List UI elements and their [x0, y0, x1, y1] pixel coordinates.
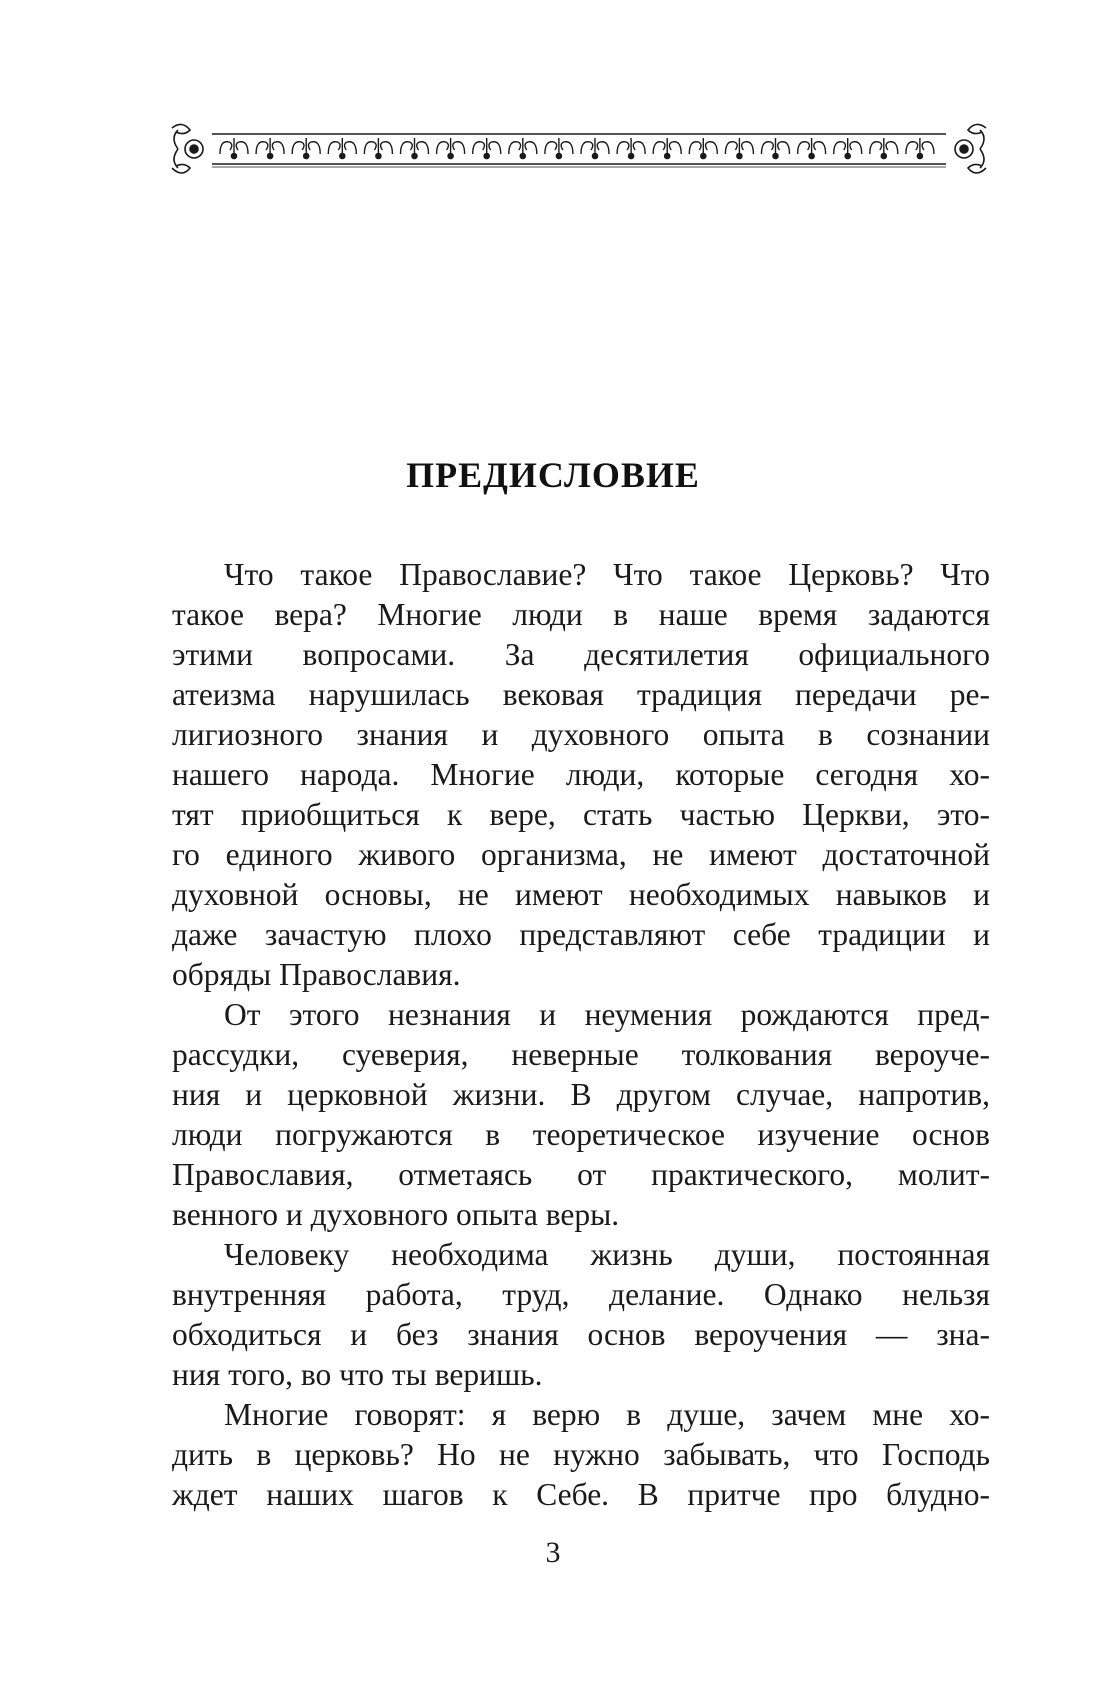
ornament-dot-icon — [737, 153, 742, 158]
text-line: рассудки, суеверия, неверные толкования вероуче- — [172, 1037, 990, 1072]
paragraph — [172, 555, 990, 995]
text-line: венного и духовного опыта веры. — [172, 1197, 620, 1232]
ornament-dot-icon — [231, 153, 236, 158]
text-line: обряды Православия. — [172, 957, 461, 992]
ornament-dot-icon — [556, 153, 561, 158]
text-line: лигиозного знания и духовного опыта в сознании — [172, 717, 990, 752]
paragraph — [172, 1235, 990, 1395]
text-line: ния того, во что ты веришь. — [172, 1357, 543, 1392]
text-line: Человеку необходима жизнь души, постоянная — [224, 1237, 990, 1272]
ornament-dot-icon — [917, 153, 922, 158]
text-line: этими вопросами. За десятилетия официального — [172, 637, 990, 672]
text-line: го единого живого организма, не имеют достаточной — [172, 837, 990, 872]
ornament-dot-icon — [484, 153, 489, 158]
ornament-dot-icon — [881, 153, 886, 158]
ornament-dot-icon — [665, 153, 670, 158]
ornament-dot-icon — [376, 153, 381, 158]
text-line: нашего народа. Многие люди, которые сегодня хо- — [172, 757, 990, 792]
ornament-dot-icon — [629, 153, 634, 158]
page-number: 3 — [545, 1536, 561, 1569]
ornament-dot-icon — [340, 153, 345, 158]
text-line: ждет наших шагов к Себе. В притче про блудно- — [172, 1477, 990, 1512]
text-line: внутренняя работа, труд, делание. Однако нельзя — [172, 1277, 990, 1312]
ornament-dot-icon — [304, 153, 309, 158]
paragraph — [172, 995, 990, 1235]
text-line: Многие говорят: я верю в душе, зачем мне хо- — [224, 1397, 990, 1432]
ornament-dot-icon — [592, 153, 597, 158]
ornament-dot-icon — [412, 153, 417, 158]
text-line: даже зачастую плохо представляют себе традиции и — [172, 917, 990, 952]
text-line: Православия, отметаясь от практического, молит- — [172, 1157, 990, 1192]
paragraph — [172, 1395, 990, 1515]
text-line: такое вера? Многие люди в наше время задаются — [172, 597, 990, 632]
text-line: обходиться и без знания основ вероучения — зна- — [172, 1317, 990, 1352]
text-line: тят приобщиться к вере, стать частью Церкви, это- — [172, 797, 990, 832]
ornament-dot-icon — [773, 153, 778, 158]
page-title: ПРЕДИСЛОВИЕ — [406, 455, 700, 495]
text-line: люди погружаются в теоретическое изучение основ — [172, 1117, 990, 1152]
ornament-dot-icon — [845, 153, 850, 158]
decorative-header-ornament-icon — [168, 118, 990, 180]
ornament-dot-icon — [520, 153, 525, 158]
ornament-dot-icon — [268, 153, 273, 158]
text-line: атеизма нарушилась вековая традиция передачи ре- — [172, 677, 990, 712]
text-line: дить в церковь? Но не нужно забывать, что Господь — [172, 1437, 990, 1472]
text-line: Что такое Православие? Что такое Церковь? Что — [224, 557, 990, 592]
ornament-dot-icon — [809, 153, 814, 158]
ornament-dot-icon — [448, 153, 453, 158]
body-text — [172, 555, 990, 1515]
text-line: От этого незнания и неумения рождаются пред- — [224, 997, 990, 1032]
ornament-dot-icon — [701, 153, 706, 158]
text-line: ния и церковной жизни. В другом случае, напротив, — [172, 1077, 990, 1112]
text-line: духовной основы, не имеют необходимых навыков и — [172, 877, 990, 912]
